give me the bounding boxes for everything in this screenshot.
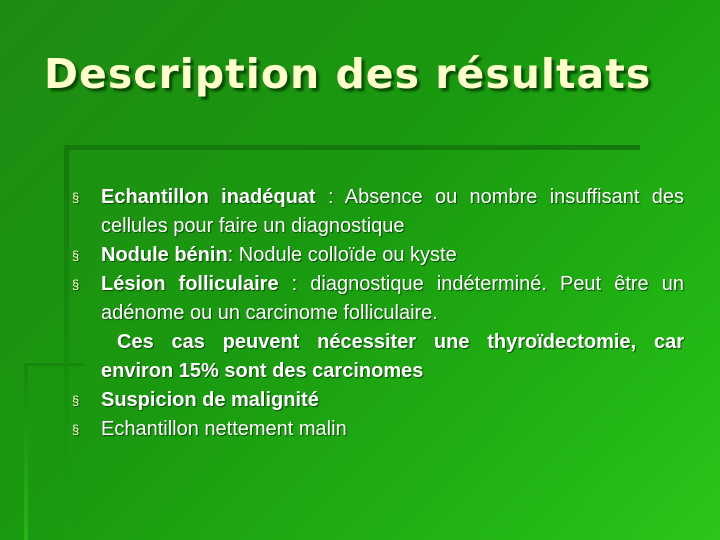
- bullet-text: : diagnostique indéterminé. Peut être un adénome ou un carcinome folliculaire.: [101, 273, 684, 324]
- decorative-vertical-line: [64, 145, 69, 540]
- bullet-text: : Absence ou nombre insuffisant des cellules pour faire un diagnostique: [101, 186, 684, 237]
- bullet-item: [72, 415, 684, 444]
- bullet-item: [72, 241, 684, 270]
- bullet-item: [72, 183, 684, 241]
- bullet-text: Echantillon nettement malin: [101, 418, 347, 440]
- bullet-term: Nodule bénin: [101, 244, 228, 266]
- bullet-term: Lésion folliculaire: [101, 273, 279, 295]
- bullet-text: : Nodule colloïde ou kyste: [227, 244, 457, 266]
- bullet-item: [72, 386, 684, 415]
- bullet-note: Ces cas peuvent nécessiter une thyroïdectomie, car environ 15% sont des carcinomes: [101, 331, 684, 382]
- decorative-horizontal-line: [68, 145, 640, 150]
- bullet-icon: §: [72, 277, 80, 292]
- bullet-icon: §: [72, 190, 80, 205]
- decorative-left-line: [24, 365, 28, 540]
- bullet-list: [72, 183, 684, 444]
- bullet-item: [72, 270, 684, 386]
- bullet-icon: §: [72, 393, 80, 408]
- bullet-term: Echantillon inadéquat: [101, 186, 316, 208]
- bullet-icon: §: [72, 422, 80, 437]
- bullet-icon: §: [72, 248, 80, 263]
- slide-title: Description des résultats: [44, 50, 652, 98]
- bullet-term: Suspicion de malignité: [101, 389, 319, 411]
